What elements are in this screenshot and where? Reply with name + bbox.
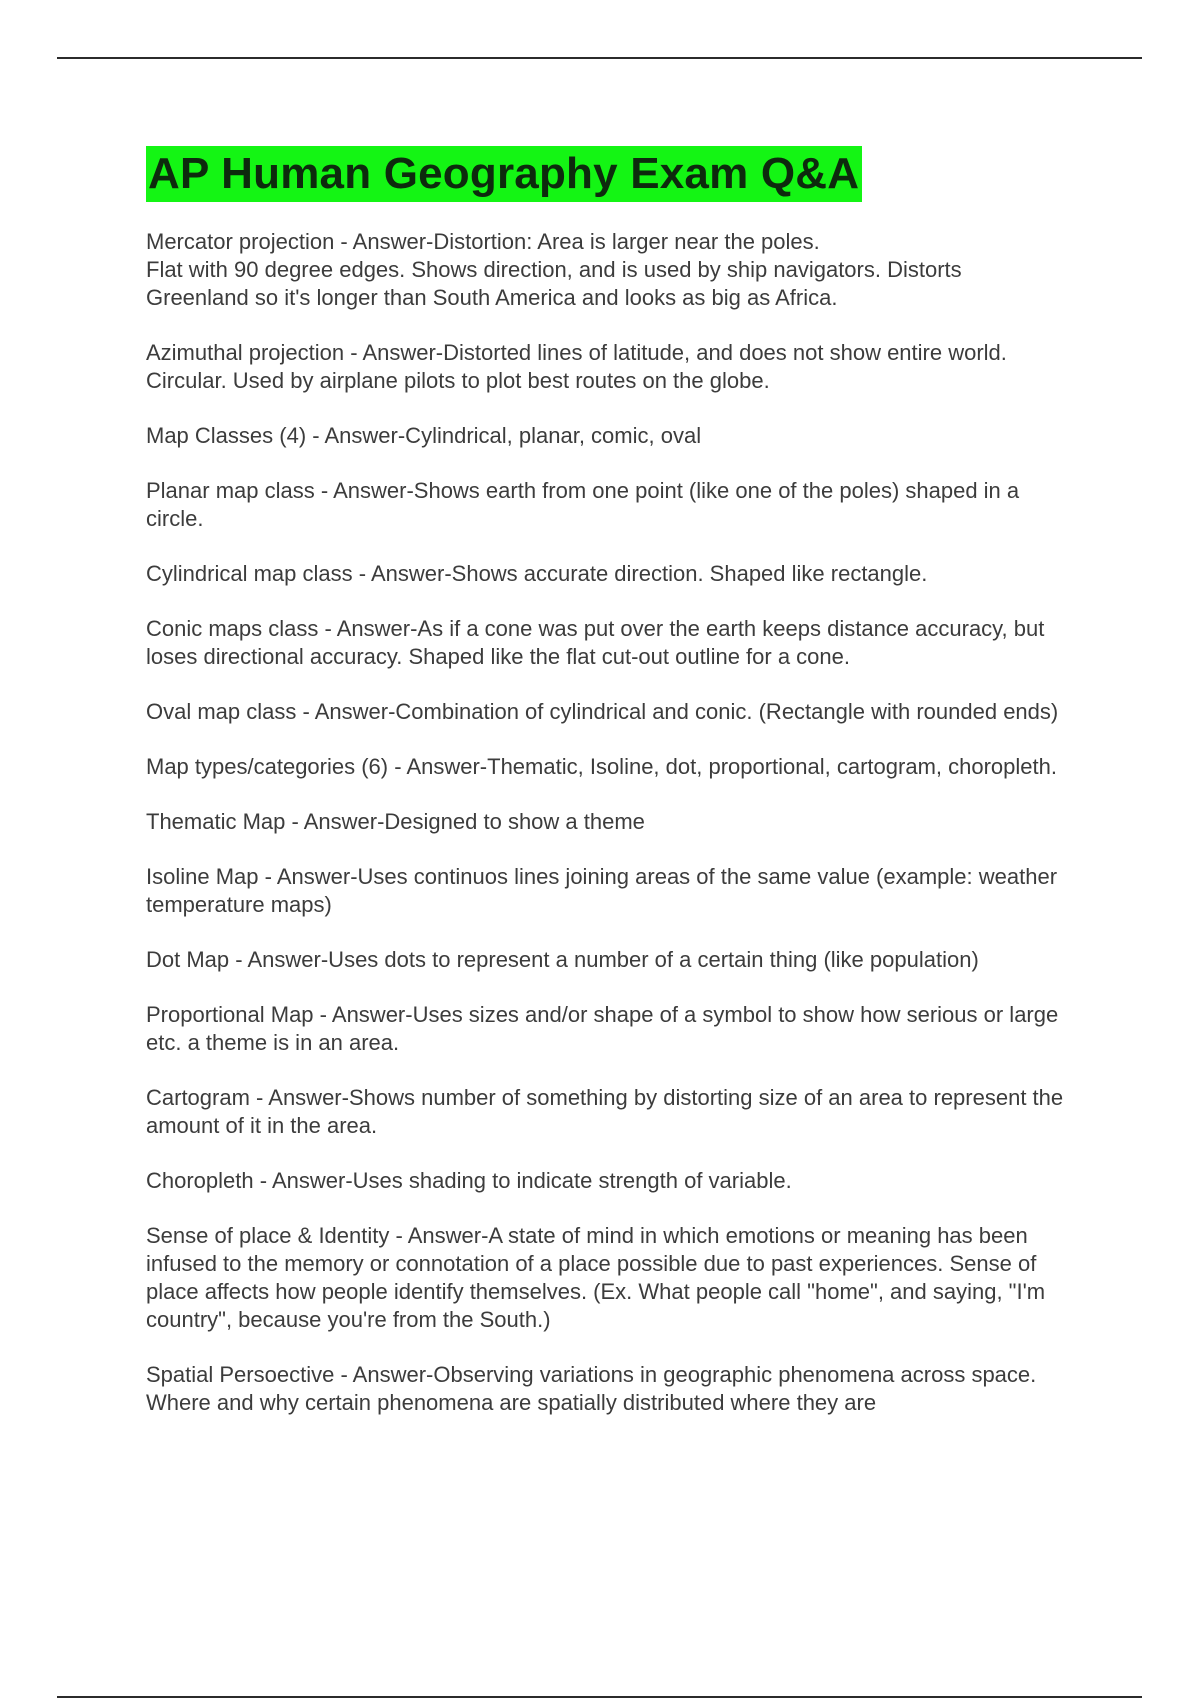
qa-item [146,1167,1066,1195]
qa-term: Sense of place & Identity [146,1223,390,1248]
qa-term: Choropleth [146,1168,254,1193]
qa-separator: - [318,616,337,641]
qa-answer: Answer-A state of mind in which emotions or meaning has been infused to the memory or connotation of a place possible due to past experiences. Sense of place affects how people identify themselves. (Ex. What people call "home", and saying, "I'm country", because you're from the South.) [146,1223,1046,1332]
qa-separator: - [314,478,334,503]
qa-item [146,560,1066,588]
qa-separator: - [334,229,353,254]
document-title: AP Human Geography Exam Q&A [146,146,862,202]
top-rule [57,57,1142,59]
qa-answer: Answer-Shows accurate direction. Shaped like rectangle. [370,561,928,586]
qa-separator: - [388,754,407,779]
qa-item [146,808,1066,836]
qa-term: Oval map class [146,699,297,724]
qa-item [146,228,1066,312]
qa-item [146,339,1066,395]
qa-term: Cartogram [146,1085,250,1110]
qa-term: Conic maps class [146,616,319,641]
qa-term: Map Classes (4) [146,423,307,448]
qa-separator: - [306,423,325,448]
qa-term: Spatial Persoective [146,1362,335,1387]
qa-item [146,422,1066,450]
qa-answer: Answer-As if a cone was put over the earth keeps distance accuracy, but loses directional accuracy. Shaped like the flat cut-out outline for a cone. [146,616,1045,669]
qa-term: Map types/categories (6) [146,754,389,779]
qa-term: Cylindrical map class [146,561,353,586]
qa-item [146,1084,1066,1140]
qa-item [146,1361,1066,1417]
qa-term: Dot Map [146,947,230,972]
qa-separator: - [229,947,248,972]
qa-answer: Answer-Distorted lines of latitude, and does not show entire world. Circular. Used by airplane pilots to plot best routes on the globe. [146,340,1007,393]
qa-item [146,753,1066,781]
qa-item [146,615,1066,671]
qa-separator: - [296,699,315,724]
qa-answer: Answer-Designed to show a theme [303,809,645,834]
qa-term: Isoline Map [146,864,259,889]
qa-answer: Answer-Cylindrical, planar, comic, oval [324,423,702,448]
qa-separator: - [253,1168,272,1193]
qa-separator: - [344,340,363,365]
qa-answer: Answer-Distortion: Area is larger near the poles. Flat with 90 degree edges. Shows direction, and is used by ship navigators. Distorts Greenland so it's longer than South America and looks as big as Africa. [146,229,962,310]
qa-answer: Answer-Uses sizes and/or shape of a symbol to show how serious or large etc. a theme is in an area. [146,1002,1059,1055]
qa-term: Thematic Map [146,809,286,834]
qa-answer: Answer-Uses continuos lines joining areas of the same value (example: weather temperature maps) [146,864,1058,917]
qa-answer: Answer-Uses shading to indicate strength of variable. [271,1168,792,1193]
qa-separator: - [285,809,304,834]
qa-answer: Answer-Thematic, Isoline, dot, proportional, cartogram, choropleth. [406,754,1057,779]
document-body [146,146,1066,1444]
qa-term: Azimuthal projection [146,340,345,365]
qa-answer: Answer-Observing variations in geographic phenomena across space. Where and why certain phenomena are spatially distributed where they are [146,1362,1037,1415]
qa-item [146,698,1066,726]
qa-separator: - [258,864,277,889]
qa-term: Planar map class [146,478,315,503]
qa-item [146,863,1066,919]
qa-item [146,477,1066,533]
qa-item [146,1001,1066,1057]
qa-separator: - [352,561,371,586]
qa-answer: Answer-Shows earth from one point (like one of the poles) shaped in a circle. [146,478,1020,531]
qa-answer: Answer-Combination of cylindrical and conic. (Rectangle with rounded ends) [314,699,1059,724]
qa-list [146,228,1066,1417]
qa-separator: - [313,1002,332,1027]
qa-item [146,946,1066,974]
bottom-rule [57,1696,1142,1698]
qa-answer: Answer-Shows number of something by distorting size of an area to represent the amount of it in the area. [146,1085,1064,1138]
qa-term: Proportional Map [146,1002,314,1027]
qa-term: Mercator projection [146,229,335,254]
qa-separator: - [389,1223,408,1248]
qa-answer: Answer-Uses dots to represent a number of a certain thing (like population) [247,947,979,972]
qa-item [146,1222,1066,1334]
qa-separator: - [334,1362,353,1387]
qa-separator: - [249,1085,269,1110]
